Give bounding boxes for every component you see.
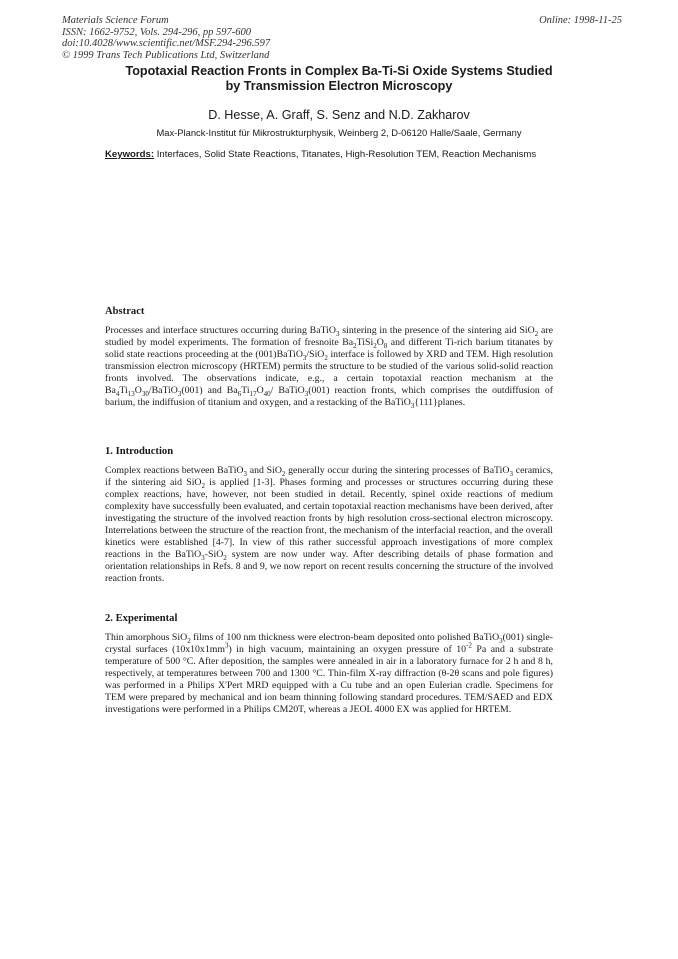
journal-name: Materials Science Forum [62, 15, 169, 26]
experimental-section [105, 613, 553, 716]
keywords-text: Interfaces, Solid State Reactions, Titanates, High-Resolution TEM, Reaction Mechanisms [156, 149, 537, 160]
introduction-text: Complex reactions between BaTiO$_3$ and SiO$_2$ generally occur during the sintering processes of BaTiO$_3$ ceramics, if the sintering aid SiO$_2$ is applied [1-3]. Phases forming and processes or structures occurring during these complex reactions, have, however, not been studied in detail. Recently, spinel oxide reactions of medium complexity have successfully been evaluated, and certain topotaxial reaction mechanisms have been derived, after investigating the structure of the involved reaction fronts by high resolution cross-sectional electron microscopy. Interrelations between the structure of the reaction front, the mechanism of the interfacial reaction, and the overall kinetics were established [4-7]. In view of this rather successful approach investigations of more complex reactions in the BaTiO$_3$-SiO$_2$ system are now under way. After describing details of phase formation and orientation relationships in Refs. 8 and 9, we now report on recent results concerning the structure of the involved reaction fronts. [105, 465, 553, 585]
journal-header [62, 15, 622, 61]
doi-line[interactable]: doi:10.4028/www.scientific.net/MSF.294-296.597 [62, 38, 271, 50]
paper-title [60, 64, 618, 94]
experimental-heading: 2. Experimental [105, 613, 178, 624]
keywords [105, 149, 553, 161]
title-line-2: by Transmission Electron Microscopy [225, 79, 453, 93]
keywords-label: Keywords: [105, 149, 155, 160]
issn-line: ISSN: 1662-9752, Vols. 294-296, pp 597-600 [62, 26, 251, 38]
copyright-line: © 1999 Trans Tech Publications Ltd, Switzerland [62, 49, 270, 61]
experimental-text: Thin amorphous SiO$_2$ films of 100 nm thickness were electron-beam deposited onto polished BaTiO$_3$(001) single-crystal surfaces $(10x10x1mm^3)$ in high vacuum, maintaining an oxygen pressure of $10^{-2}$ Pa and a substrate temperature of 500 °C. After deposition, the samples were annealed in air in a laboratory furnace for 2 h and 8 h, respectively, at temperatures between 700 and 1300 °C. Thin-film X-ray diffraction (θ-2θ scans and pole figures) was performed in a Philips X'Pert MRD equipped with a Cu tube and an open Eulerian cradle. Specimens for TEM were prepared by mechanical and ion beam thinning following standard procedures. TEM/SAED and EDX investigations were performed in a Philips CM20T, whereas a JEOL 4000 EX was applied for HRTEM. [105, 632, 553, 716]
introduction-section [105, 446, 553, 586]
title-line-1: Topotaxial Reaction Fronts in Complex Ba-Ti-Si Oxide Systems Studied [125, 64, 553, 78]
introduction-heading: 1. Introduction [105, 446, 174, 457]
authors: D. Hesse, A. Graff, S. Senz and N.D. Zakharov [208, 108, 470, 122]
abstract-text: Processes and interface structures occurring during BaTiO$_3$ sintering in the presence of the sintering aid SiO$_2$ are studied by model experiments. The formation of fresnoite $Ba_2TiSi_2O_8$ and different Ti-rich barium titanates by solid state reactions proceeding at the (001)BaTiO$_3$/SiO$_2$ interface is followed by XRD and TEM. High resolution transmission electron microscopy (HRTEM) permits the structure to be studied of the various solid-solid reaction fronts involved. The observations indicate, e.g., a certain topotaxial reaction mechanism at the $Ba_4Ti_{13}O_{30}/BaTiO_3(001)$ and $Ba_6Ti_{17}O_{40}/$ BaTiO$_3$(001) reaction fronts, which comprises the outdiffusion of barium, the indiffusion of titanium and oxygen, and a restacking of the BaTiO$_3${111}planes. [105, 325, 554, 411]
affiliation: Max-Planck-Institut für Mikrostrukturphysik, Weinberg 2, D-06120 Halle/Saale, Germany [156, 127, 522, 138]
abstract-heading: Abstract [105, 306, 145, 317]
abstract-section [105, 306, 553, 409]
online-date: Online: 1998-11-25 [539, 15, 622, 26]
